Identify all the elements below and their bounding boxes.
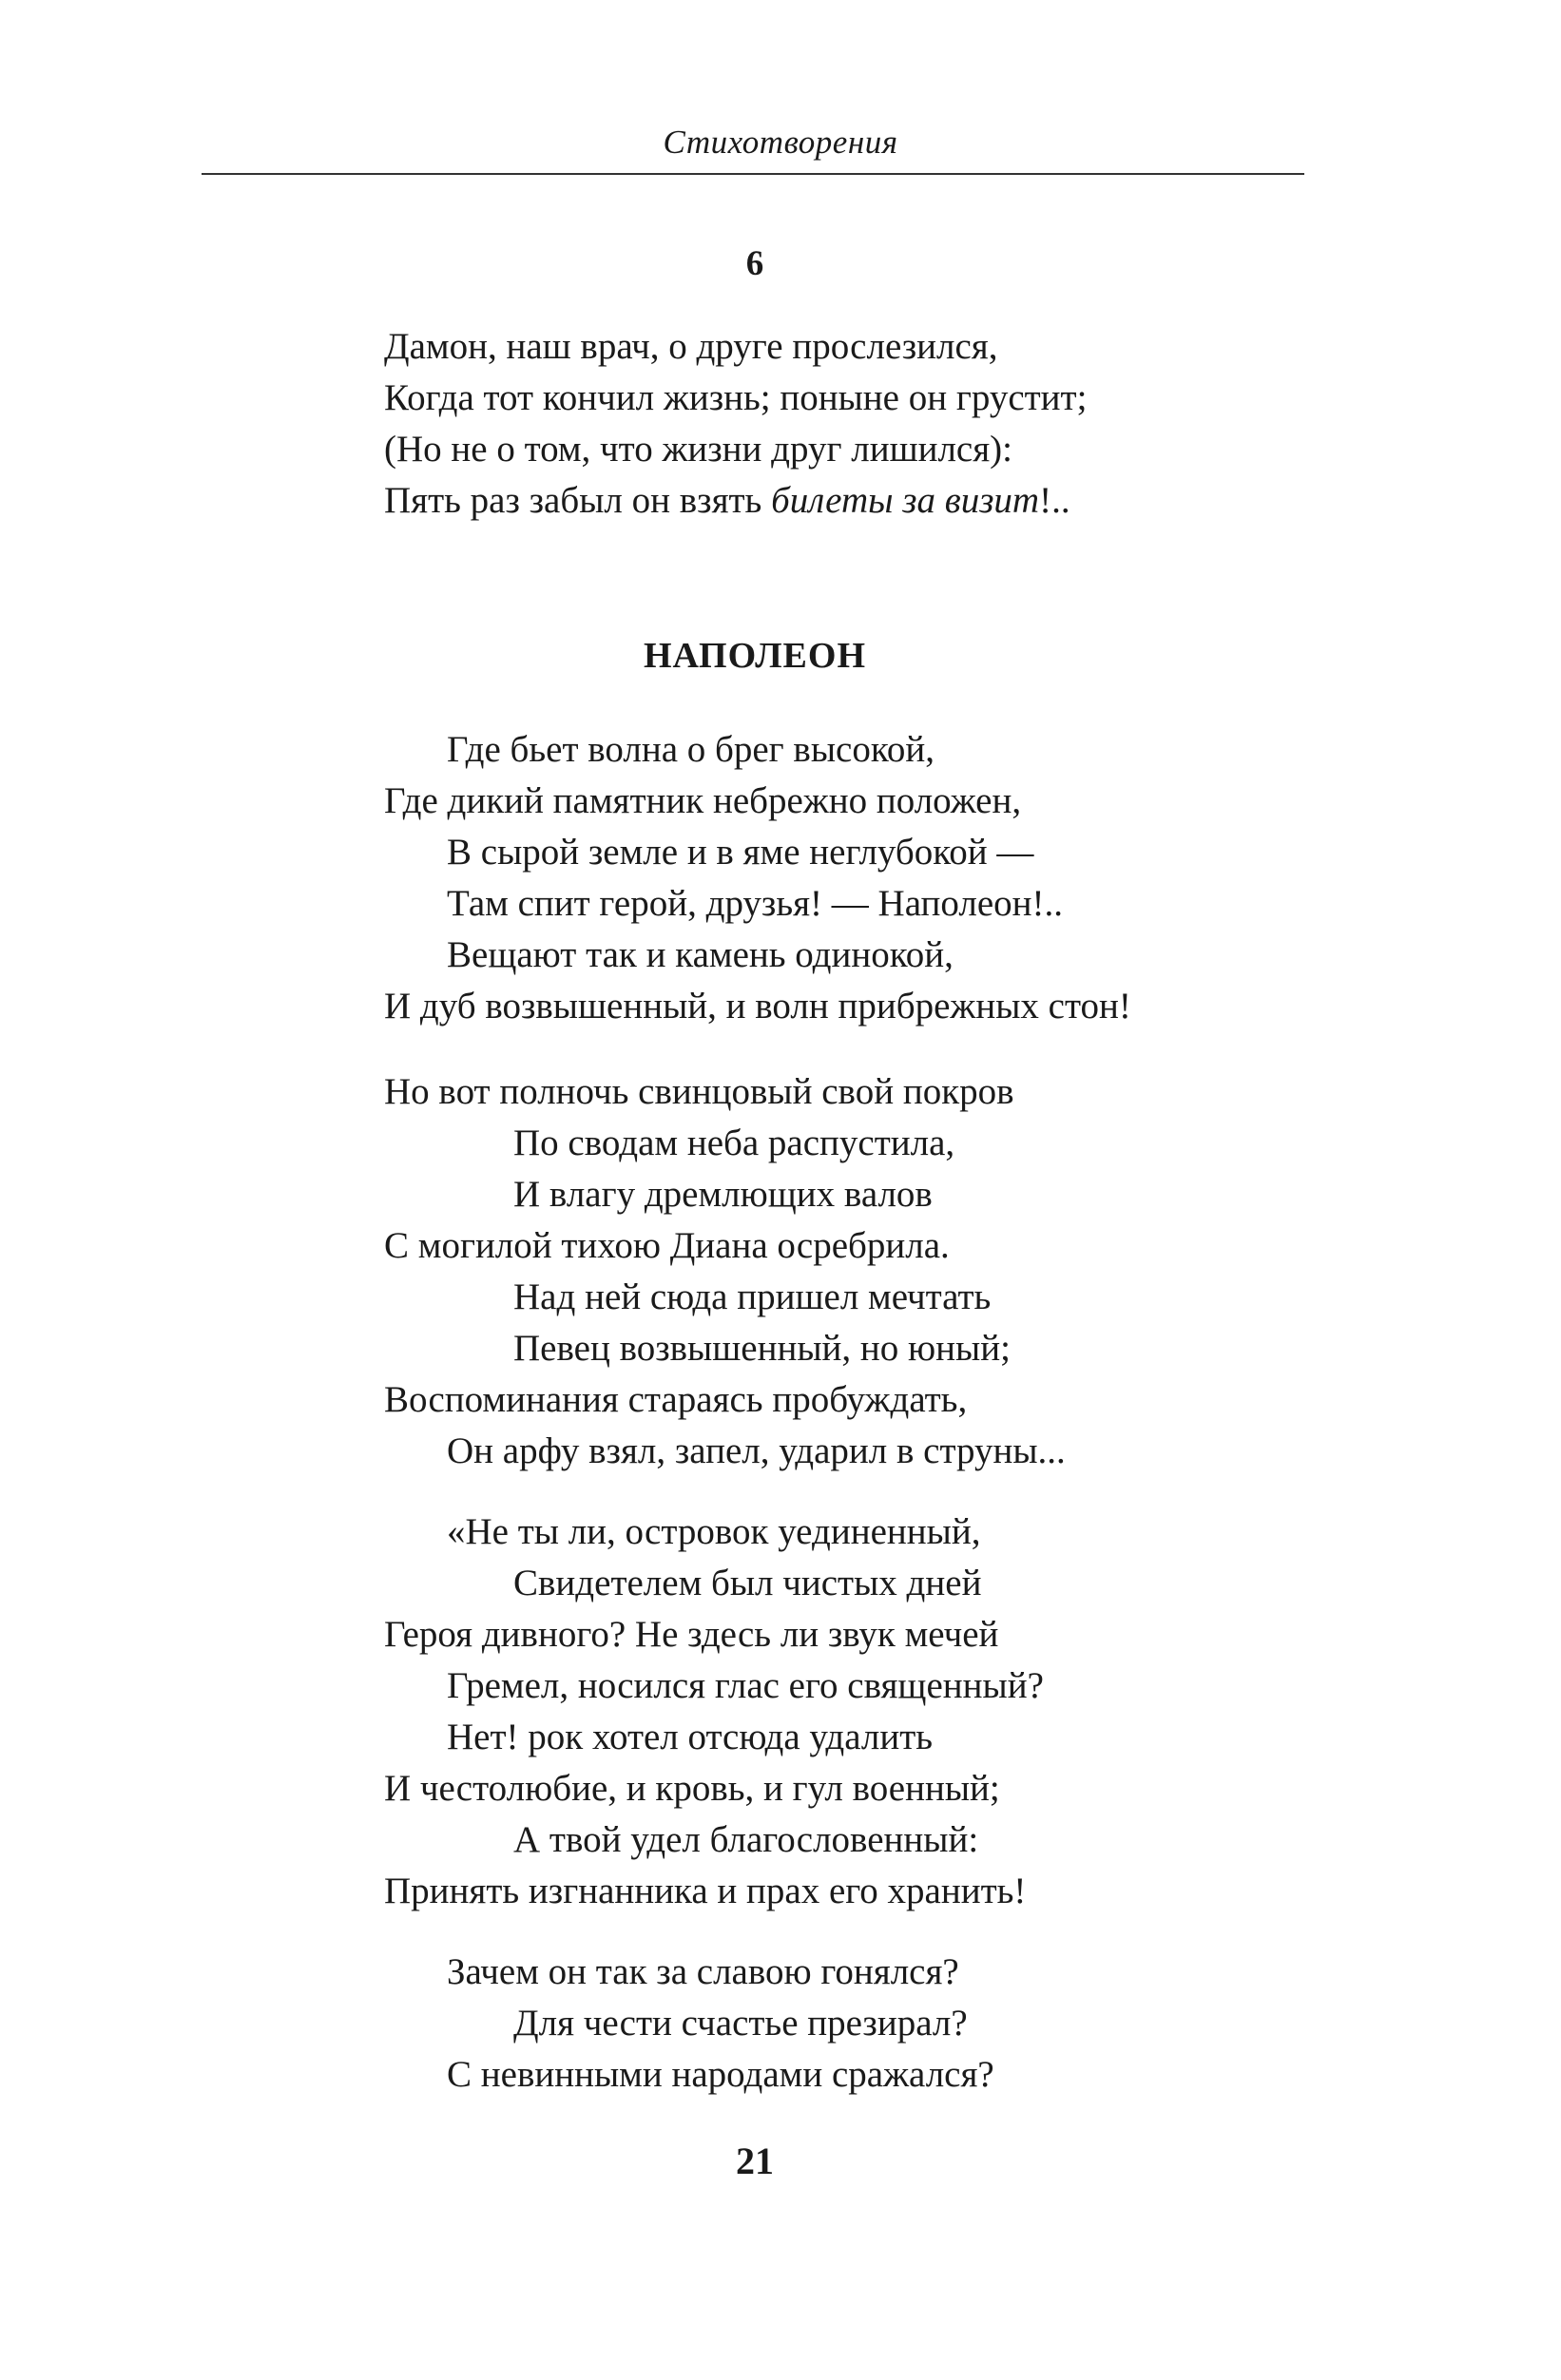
verse-line: Свидетелем был чистых дней	[513, 1563, 982, 1603]
verse-line: С могилой тихою Диана осребрила.	[384, 1225, 950, 1266]
verse-line: По сводам неба распустила,	[513, 1123, 955, 1163]
verse-line: С невинными народами сражался?	[447, 2054, 994, 2095]
verse-line: Там спит герой, друзья! — Наполеон!..	[447, 883, 1063, 924]
verse-line: И дуб возвышенный, и волн прибрежных стон!	[384, 986, 1131, 1027]
verse-line: Героя дивного? Не здесь ли звук мечей	[384, 1614, 999, 1655]
header-rule	[202, 173, 1304, 175]
verse-line: Вещают так и камень одинокой,	[447, 934, 954, 975]
verse-line: А твой удел благословенный:	[513, 1819, 979, 1860]
verse-text: !..	[1039, 480, 1070, 521]
verse-line: Певец возвышенный, но юный;	[513, 1328, 1011, 1369]
verse-line: Он арфу взял, запел, ударил в струны...	[447, 1430, 1066, 1471]
verse-line: Зачем он так за славою гонялся?	[447, 1951, 959, 1992]
italic-phrase: билеты за визит	[771, 480, 1040, 521]
verse-line: Над ней сюда пришел мечтать	[513, 1276, 992, 1317]
stanza-2	[384, 1066, 1066, 1477]
verse-line: В сырой земле и в яме неглубокой —	[447, 832, 1034, 873]
verse-line: (Но не о том, что жизни друг лишился):	[384, 429, 1013, 470]
verse-line: «Не ты ли, островок уединенный,	[447, 1511, 981, 1552]
stanza-4	[384, 1947, 994, 2101]
verse-line	[384, 475, 1087, 527]
verse-line: Принять изгнанника и прах его хранить!	[384, 1871, 1027, 1911]
section-number: 6	[745, 244, 764, 283]
page-number: 21	[736, 2140, 774, 2182]
stanza-1	[384, 724, 1131, 1032]
verse-line: Где дикий памятник небрежно положен,	[384, 780, 1022, 821]
verse-line: Воспоминания стараясь пробуждать,	[384, 1379, 968, 1420]
verse-line: Когда тот кончил жизнь; поныне он грустит;	[384, 377, 1088, 418]
verse-line: Нет! рок хотел отсюда удалить	[447, 1717, 934, 1757]
epigram-stanza	[384, 321, 1087, 527]
verse-line: Но вот полночь свинцовый свой покров	[384, 1071, 1014, 1112]
running-head: Стихотворения	[663, 124, 898, 161]
verse-line: И честолюбие, и кровь, и гул военный;	[384, 1768, 1000, 1809]
verse-line: Для чести счастье презирал?	[513, 2003, 968, 2044]
verse-line: И влагу дремлющих валов	[513, 1174, 933, 1215]
stanza-3	[384, 1507, 1044, 1917]
verse-line: Где бьет волна о брег высокой,	[447, 729, 935, 770]
poem-title: НАПОЛЕОН	[643, 636, 867, 676]
verse-line: Дамон, наш врач, о друге прослезился,	[384, 326, 998, 367]
verse-line: Гремел, носился глас его священный?	[447, 1665, 1044, 1706]
verse-text: Пять раз забыл он взять	[384, 480, 772, 521]
